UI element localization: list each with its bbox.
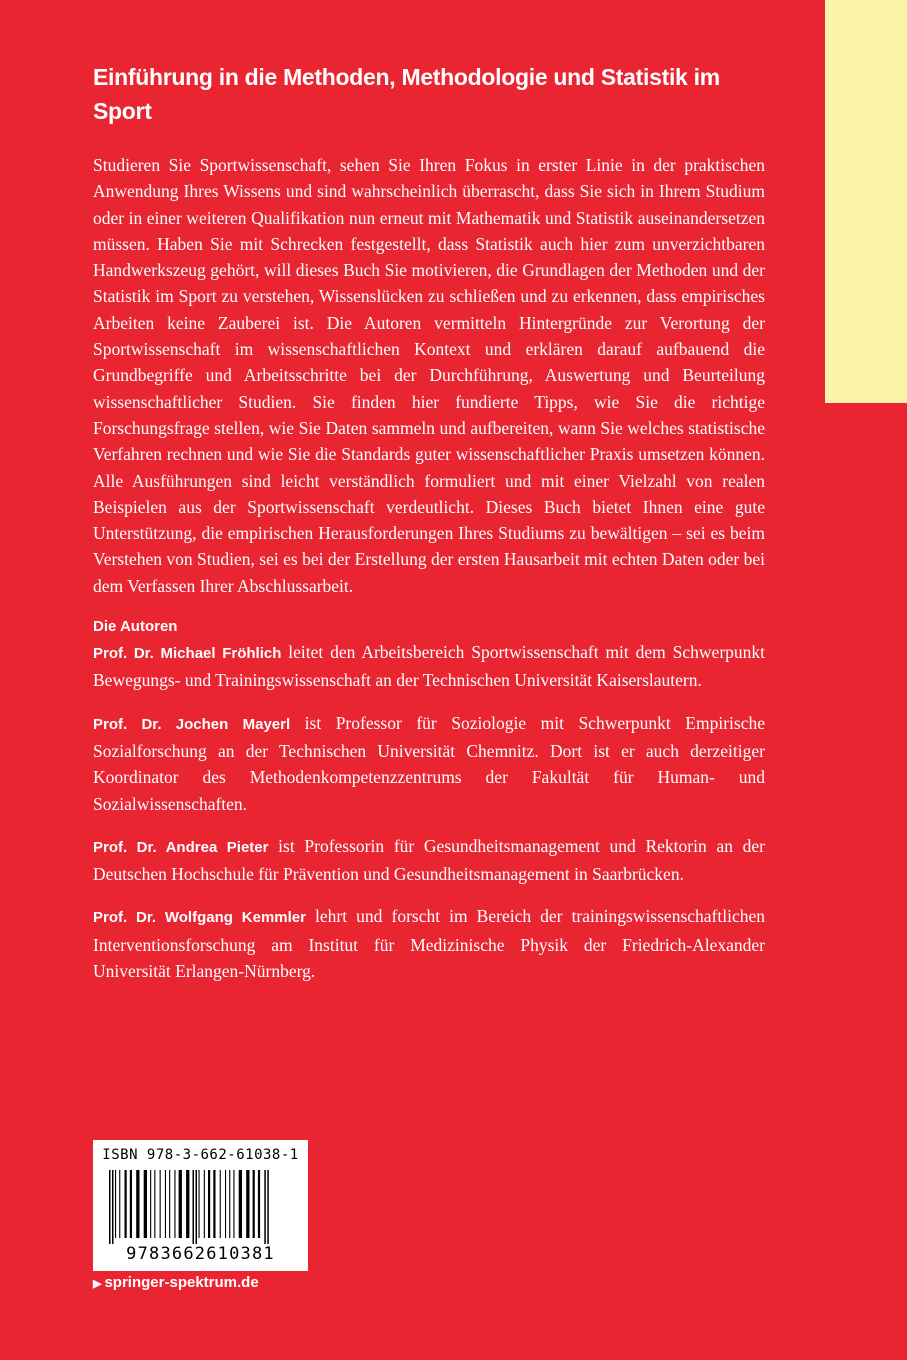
author-entry	[93, 833, 765, 888]
isbn-barcode	[93, 1140, 308, 1271]
authors-heading: Die Autoren	[93, 618, 178, 636]
author-name: Prof. Dr. Jochen Mayerl	[93, 715, 291, 733]
barcode-bars	[107, 1170, 294, 1244]
author-name: Prof. Dr. Andrea Pieter	[93, 838, 269, 856]
publisher-website[interactable]	[93, 1274, 259, 1291]
isbn-label: ISBN 978-3-662-61038-1	[102, 1147, 299, 1163]
author-bio: ist Professorin für Gesundheitsmanagement und Rektorin an der Deutschen Hochschule für Prävention und Gesundheitsmanagement in Saarbrücken.	[93, 835, 765, 885]
barcode-digits: 9783662610381	[126, 1244, 275, 1264]
author-entry	[93, 903, 765, 984]
author-bio: lehrt und forscht im Bereich der trainingswissenschaftlichen Interventionsforschung am Institut für Medizinische Physik der Friedrich-Alexander Universität Erlangen-Nürnberg.	[93, 906, 765, 982]
author-name: Prof. Dr. Michael Fröhlich	[93, 645, 282, 663]
author-name: Prof. Dr. Wolfgang Kemmler	[93, 909, 306, 927]
website-url: springer-spektrum.de	[104, 1274, 259, 1291]
triangle-right-icon: ▶	[93, 1278, 102, 1290]
authors-list	[93, 639, 765, 984]
back-cover-content	[93, 60, 765, 1000]
author-bio: leitet den Arbeitsbereich Sportwissenschaft mit dem Schwerpunkt Bewegungs- und Trainingswissenschaft an der Technischen Universität Kaiserslautern.	[93, 642, 766, 691]
author-entry	[93, 710, 765, 817]
author-bio: ist Professor für Soziologie mit Schwerpunkt Empirische Sozialforschung an der Technischen Universität Chemnitz. Dort ist er auch derzeitiger Koordinator des Methodenkompetenzzentrums der Fakultät für Human- und Sozialwissenschaften.	[93, 712, 765, 814]
author-entry	[93, 639, 765, 694]
book-description: Studieren Sie Sportwissenschaft, sehen Sie Ihren Fokus in erster Linie in der praktischen Anwendung Ihres Wissens und sind wahrscheinlich überrascht, dass Sie sich in Ihrem Studium oder in einer weiteren Qualifikation nun erneut mit Mathematik und Statistik auseinandersetzen müssen. Haben Sie mit Schrecken festgestellt, dass Statistik auch hier zum unverzichtbaren Handwerkszeug gehört, will dieses Buch Sie motivieren, die Grundlagen der Methoden und der Statistik im Sport zu verstehen, Wissenslücken zu schließen und zu erkennen, dass empirisches Arbeiten keine Zauberei ist. Die Autoren vermitteln Hintergründe zur Verortung der Sportwissenschaft im wissenschaftlichen Kontext und erklären darauf aufbauend die Grundbegriffe und Arbeitsschritte bei der Durchführung, Auswertung und Beurteilung wissenschaftlicher Studien. Sie finden hier fundierte Tipps, wie Sie die richtige Forschungsfrage stellen, wie Sie Daten sammeln und aufbereiten, wann Sie welches statistische Verfahren rechnen und wie Sie die Standards guter wissenschaftlicher Praxis umsetzen können. Alle Ausführungen sind leicht verständlich formuliert und mit einer Vielzahl von realen Beispielen aus der Sportwissenschaft verdeutlicht. Dieses Buch bietet Ihnen eine gute Unterstützung, die empirischen Herausforderungen Ihres Studiums zu bewältigen – sei es beim Verstehen von Studien, sei es bei der Erstellung der ersten Hausarbeit mit echten Daten oder bei dem Verfassen Ihrer Abschlussarbeit.	[93, 155, 765, 596]
accent-strip	[825, 0, 907, 403]
book-title: Einführung in die Methoden, Methodologie und Statistik im Sport	[93, 64, 720, 124]
